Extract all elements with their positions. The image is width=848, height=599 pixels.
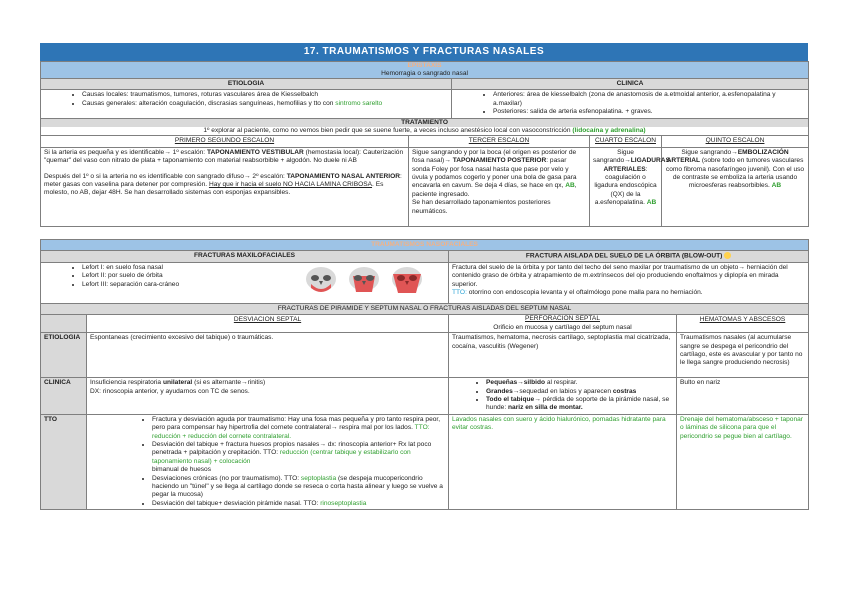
epistaxis-table — [40, 61, 809, 227]
escalon-3-desc: : pasar sonda Foley por fosa nasal hasta que pase por velo y úvula y podamos cogerlo y poner una bola de gasa para encavarla en cavum. Se deja 4 días, se hace en qx, — [412, 157, 577, 190]
clinica-dev-d: DX: rinoscopia anterior, y ayudarnos con TC de senos. — [90, 387, 250, 395]
tratamiento-header: TRATAMIENTO — [41, 119, 808, 127]
blowout-tto — [452, 289, 805, 297]
escalon-5-text: Sigue sangrando→ — [681, 148, 738, 156]
escalon-4-bold: LIGADURAS ARTERIALES — [603, 157, 670, 173]
trauma-table — [40, 239, 809, 510]
etiologia-desviacion: Espontaneas (crecimiento excesivo del tabique) o traumáticas. — [87, 333, 449, 378]
skull-lefort-1-icon — [301, 266, 341, 296]
tto-dev-item — [152, 441, 445, 475]
blowout-label: FRACTURA AISLADA DEL SUELO DE LA ÓRBITA (BLOW-OUT) — [525, 252, 723, 260]
escalon-4-ab: AB — [646, 199, 657, 207]
blank-header — [41, 315, 87, 333]
escalon-1 — [44, 149, 405, 166]
perf-1c: al respirar. — [546, 379, 578, 387]
tto-d2b: bimanual de huesos — [152, 466, 212, 474]
tto-d3: Desviaciones crónicas (no por traumatismo). TTO: — [152, 474, 300, 482]
skull-lefort-2-icon — [344, 266, 384, 296]
escalon-1-text: Si la arteria es pequeña y es identificable→ 1º escalón: — [44, 148, 206, 156]
escalon-5-ab: AB — [771, 182, 782, 190]
escalon-2-desc: : meter gasas con vaselina para detener por compresión. — [44, 172, 402, 189]
escalon-3-ab: AB — [565, 182, 575, 190]
tto-hematomas: Drenaje del hematoma/absceso + taponar o láminas de silicona para que el pericondrio se pegue bien al cartílago. — [677, 414, 809, 509]
tto-d4g: rinoseptoplastia — [320, 499, 367, 507]
perforacion-sub: Orificio en mucosa y cartílago del septum nasal — [493, 323, 632, 331]
desviacion-header: DESVIACION SEPTAL — [87, 315, 449, 333]
fm-header: FRACTURAS MAXILOFACIALES — [41, 251, 449, 263]
clinica-dev-line — [90, 379, 445, 387]
col-header-1: PRIMERO SEGUNDO ESCALON — [41, 136, 409, 147]
epistaxis-title: EPISTAXIS — [407, 62, 442, 69]
row-label-tto: TTO — [41, 414, 87, 509]
perforacion-label: PERFORACION SEPTAL — [525, 315, 600, 323]
skull-lefort-3-icon — [387, 266, 427, 296]
perforacion-header — [449, 315, 677, 333]
lefort-item: • Lefort III: separación cara-cráneo — [82, 281, 179, 289]
clinica-perf-item — [486, 379, 673, 387]
page — [40, 43, 808, 510]
blowout-header — [449, 251, 809, 263]
etiologia-item — [82, 100, 448, 108]
blowout-tto-text: otorrino con endoscopia levanta y el oftalmólogo pone malla para no herniación. — [468, 289, 703, 297]
tto-dev-item — [152, 416, 445, 441]
clinica-hematomas: Bulto en nariz — [677, 378, 809, 415]
blowout-tto-label: TTO: — [452, 289, 467, 297]
escalon-2-text: Después del 1º o si la arteria no es identificable con sangrado difuso→ 2º escalón: — [44, 172, 285, 180]
clinica-header: CLINICA — [452, 79, 809, 90]
lefort-item: • Lefort I: en suelo fosa nasal — [82, 264, 179, 272]
tratamiento-cell — [41, 118, 809, 136]
escalon-2-bold: TAPONAMIENTO NASAL ANTERIOR — [286, 172, 401, 180]
row-label-clinica: CLINICA — [41, 378, 87, 415]
escalon-5-bold: EMBOLIZACIÓN ARTERIAL — [666, 148, 789, 165]
escalon-3-text: Sigue sangrando y por la boca (el origen es posterior de fosa nasal)→ — [412, 148, 577, 165]
perf-1a: Pequeñas→ — [486, 379, 524, 387]
tto-d1g: TTO: reducción + reducción del cornete contralateral. — [152, 424, 430, 440]
epistaxis-header — [41, 62, 809, 79]
tto-d2: Desviación del tabique + fractura huesos propios nasales→ dx: rinoscopia anterior+ Rx lat poco penetrada + palpitación y crepitación. TTO: — [152, 440, 432, 457]
blowout-cell — [449, 262, 809, 303]
etiologia-cell — [41, 90, 452, 118]
clinica-item: • Posteriores: salida de arteria esfenopalatina. + graves. — [493, 108, 805, 116]
escalon-2 — [44, 173, 405, 198]
etiologia-item: • Causas locales: traumatismos, tumores, roturas vasculares área de Kiesselbalch — [82, 91, 448, 99]
perf-3a: Todo el tabique — [486, 395, 535, 403]
escalon-3-bold: TAPONAMIENTO POSTERIOR — [452, 157, 547, 165]
tto-perforacion: Lavados nasales con suero y ácido hialurónico, pomadas hidratante para evitar costras. — [449, 414, 677, 509]
clinica-item: • Anteriores: área de kiesselbalch (zona de anastomosis de a.etmoidal anterior, a.esfenopalatina y a.maxilar) — [493, 91, 805, 108]
escalon-3-end: , paciente ingresado. — [412, 182, 577, 198]
perf-1b: silbido — [523, 379, 545, 387]
etiologia-text: Causas generales: alteración coagulación, discrasias sanguíneas, hemofilias y tto con — [82, 99, 334, 107]
clinica-desviacion — [87, 378, 449, 415]
escalon-4-desc: : coagulación o ligadura endoscópica (QX) de la a.esfenopalatina. — [594, 165, 657, 207]
etiologia-green: sintromo sarelto — [335, 99, 383, 107]
etiologia-perforacion: Traumatismos, hematoma, necrosis cartílago, septoplastia mal cicatrizada, cocaína, vasculitis (Wegener) — [449, 333, 677, 378]
perf-2c: costras — [612, 387, 637, 395]
clinica-cell — [452, 90, 809, 118]
tratamiento-text: 1º explorar al paciente, como no vemos bien pedir que se suene fuerte, a veces incluso anestésico local con vasoconstricción — [203, 127, 571, 135]
tto-d1: Fractura y desviación aguda por traumatismo: Hay una fosa mas pequeña y pro tanto respira peor, pero para compensar hay hipertrofia del cornete contralateral→ respira mal por los lados. — [152, 415, 441, 432]
escalon-1-2-cell — [41, 147, 409, 226]
perf-3c: nariz en silla de montar. — [508, 404, 583, 412]
tratamiento-intro — [41, 127, 808, 135]
escalon-3-cell — [409, 147, 590, 226]
escalon-1-desc: (hemostasia local): Cauterización "quemar" del vaso con nitrato de plata + taponamiento con material reabsorbible + algodón. No duele ni AB — [44, 148, 404, 165]
perf-3b: → pérdida de soporte de la pirámide nasal, se hunde: — [486, 395, 670, 412]
escalon-5-desc: (sobre todo en tumores vasculares como fibroma nasofaríngeo juvenil). Con el uso de contraste se emboliza la arteria usando microesferas reabsorbibles. — [665, 157, 805, 190]
tto-d2g: reducción (centrar tabique y estabilizarlo con taponamiento nasal) + colocación — [152, 449, 411, 465]
etiologia-hematomas: Traumatismos nasales (al acumularse sangre se despega el pericondrio del cartílago, este es avascular y por tanto no le llega sangre produciendo necrosis) — [677, 333, 809, 378]
clinica-dev-b: unilateral — [162, 379, 193, 387]
tto-d3b: (se despeja mucopericondrio haciendo un "túnel" y se llega al cartílago donde se reseca o corta hasta alinear y luego se vuelve a pegar la mucosa) — [152, 474, 443, 499]
tto-dev-item — [152, 475, 445, 500]
col-header-3: CUARTO ESCALON — [590, 136, 662, 147]
etiologia-header: ETIOLOGIA — [41, 79, 452, 90]
clinica-perf-item — [486, 396, 673, 413]
escalon-3-note: Se han desarrollado taponamientos posteriores neumáticos. — [412, 199, 551, 215]
trauma-header: TRAUMATISMOS NASOFACIALES — [41, 239, 809, 250]
col-header-4: QUINTO ESCALON — [662, 136, 809, 147]
escalon-4-cell — [590, 147, 670, 226]
epistaxis-subtitle: Hemorragia o sangrado nasal — [381, 70, 468, 77]
clinica-perf-item — [486, 388, 673, 396]
tratamiento-green: (lidocaína y adrenalina) — [572, 127, 646, 135]
escalon-2-underline: Hay que ir hacia el suelo NO HACIA LAMINA CRIBOSA — [208, 181, 373, 189]
tto-d4: Desviación del tabique+ desviación pirámide nasal. TTO: — [152, 499, 319, 507]
row-label-etiologia: ETIOLOGIA — [41, 333, 87, 378]
lefort-skulls — [301, 266, 427, 296]
clinica-dev-a: Insuficiencia respiratoria — [90, 379, 162, 387]
escalon-1-bold: TAPONAMIENTO VESTIBULAR — [206, 148, 304, 156]
tto-dev-item — [152, 500, 445, 508]
escalon-2-end: . Es molesto, no AB, dejar 48H. Se han desarrollado sistemas con esponjas expansibles. — [44, 181, 384, 197]
piramide-header: FRACTURAS DE PIRAMIDE Y SEPTUM NASAL O FRACTURAS AISLADAS DEL SEPTUM NASAL — [41, 303, 809, 314]
hematomas-header: HEMATOMAS Y ABSCESOS — [677, 315, 809, 333]
fm-cell — [41, 262, 449, 303]
warning-dot-icon — [724, 252, 731, 259]
col-header-2: TERCER ESCALON — [409, 136, 590, 147]
perf-2b: →sequedad en labios y aparecen — [512, 387, 612, 395]
clinica-dev-c: (si es alternante→rinitis) — [194, 379, 266, 387]
blowout-text: Fractura del suelo de la órbita y por tanto del techo del seno maxilar por traumatismo de un objeto→ herniación del contenido graso de órbita y atrapamiento de m.extrínsecos del ojo produciendo enoftalmos y diplopía en mirada superior. — [452, 263, 788, 288]
escalon-5-cell — [662, 147, 809, 226]
escalon-4-text: Sigue sangrando→ — [593, 148, 634, 165]
page-title: 17. TRAUMATISMOS Y FRACTURAS NASALES — [40, 43, 808, 61]
clinica-perforacion — [449, 378, 677, 415]
lefort-item: • Lefort II: por suelo de órbita — [82, 272, 179, 280]
perf-2a: Grandes — [486, 387, 513, 395]
tto-d3g: septoplastia — [300, 474, 337, 482]
tto-desviacion — [87, 414, 449, 509]
